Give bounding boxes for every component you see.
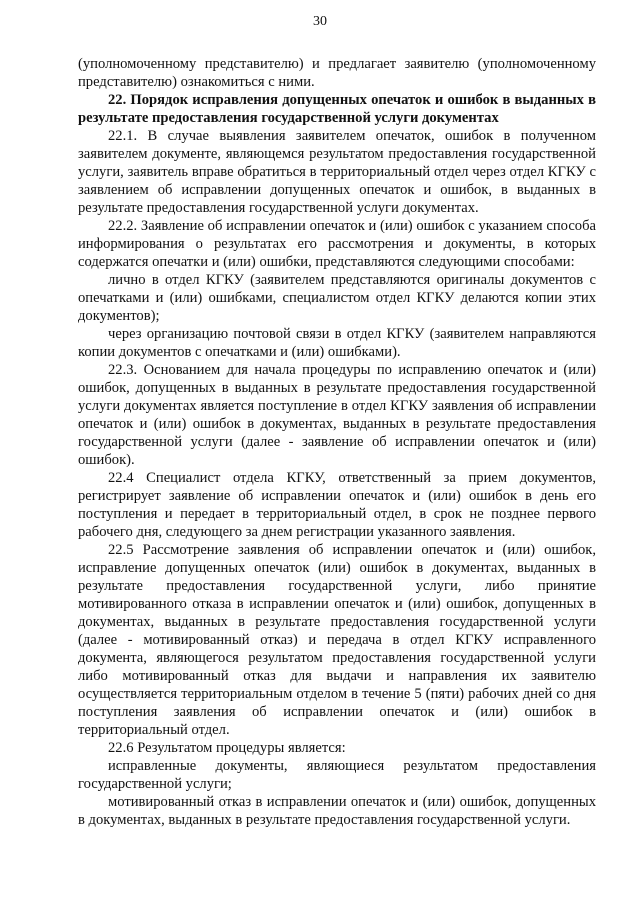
page-number: 30: [313, 14, 327, 29]
paragraph-22-4: 22.4 Специалист отдела КГКУ, ответственный за прием документов, регистрирует заявление об исправлении опечаток и (или) ошибок в день его поступления и передает в территориальный отдел, в срок не позднее первого рабочего дня, следующего за днем регистрации указанного заявления.: [78, 470, 596, 540]
paragraph-22-5: 22.5 Рассмотрение заявления об исправлении опечаток и (или) ошибок, исправление допущенных опечаток (или) ошибок в документах, выданных в результате предоставления государственной услуги, либо принятие мотивированного отказа в исправлении опечаток и (или) ошибок, допущенных в документах, выданных в результате предоставления государственной услуги (далее - мотивированный отказ) и передача в отдел КГКУ исправленного документа, являющегося результатом предоставления государственной услуги либо мотивированный отказ для выдачи и направления их заявителю осуществляется территориальным отделом в течение 5 (пяти) рабочих дней со дня поступления заявления об исправлении опечаток и (или) ошибок в территориальный отдел.: [78, 542, 596, 738]
paragraph-22-3: 22.3. Основанием для начала процедуры по исправлению опечаток и (или) ошибок, допущенных в выданных в результате предоставления государственной услуги документах является поступление в отдел КГКУ заявления об исправлении опечаток и (или) ошибок в документах, выданных в результате предоставления государственной услуги (далее - заявление об исправлении опечаток и (или) ошибок).: [78, 362, 596, 468]
paragraph-result-refusal: мотивированный отказ в исправлении опечаток и (или) ошибок, допущенных в документах, выданных в результате предоставления государственной услуги.: [78, 794, 596, 828]
document-body: [78, 55, 596, 829]
paragraph-continuation: (уполномоченному представителю) и предлагает заявителю (уполномоченному представителю) ознакомиться с ними.: [78, 56, 596, 90]
paragraph-result-corrected: исправленные документы, являющиеся результатом предоставления государственной услуги;: [78, 758, 596, 792]
paragraph-22-2: 22.2. Заявление об исправлении опечаток и (или) ошибок с указанием способа информирования о результатах его рассмотрения и документы, в которых содержатся опечатки и (или) ошибки, представляются следующими способами:: [78, 218, 596, 270]
paragraph-22-1: 22.1. В случае выявления заявителем опечаток, ошибок в полученном заявителем документе, являющемся результатом предоставления государственной услуги, заявитель вправе обратиться в территориальный отдел через отдел КГКУ с заявлением об исправлении допущенных опечаток и ошибок, в выданных в результате предоставления государственной услуги документах.: [78, 128, 596, 216]
section-heading: 22. Порядок исправления допущенных опечаток и ошибок в выданных в результате предоставления государственной услуги документах: [78, 92, 596, 126]
paragraph-by-post: через организацию почтовой связи в отдел КГКУ (заявителем направляются копии документов с опечатками и (или) ошибками).: [78, 326, 596, 360]
paragraph-in-person: лично в отдел КГКУ (заявителем представляются оригиналы документов с опечатками и (или) ошибками, специалистом отдел КГКУ делаются копии этих документов);: [78, 272, 596, 324]
paragraph-22-6: 22.6 Результатом процедуры является:: [108, 740, 346, 756]
